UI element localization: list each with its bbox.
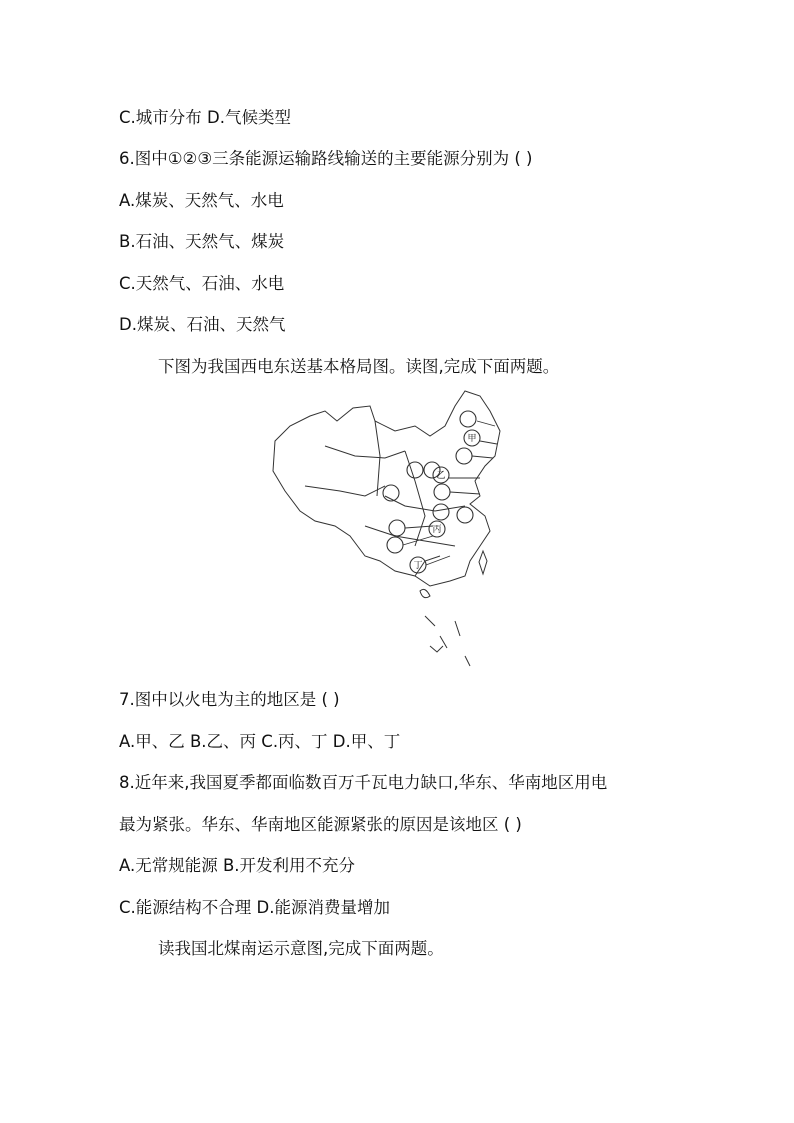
question-8-line1: 8.近年来,我国夏季都面临数百万千瓦电力缺口,华东、华南地区用电 bbox=[119, 773, 608, 792]
q7-options: A.甲、乙 B.乙、丙 C.丙、丁 D.甲、丁 bbox=[119, 732, 401, 751]
station-circle bbox=[456, 448, 472, 464]
china-power-map bbox=[265, 386, 525, 680]
q6-option-d: D.煤炭、石油、天然气 bbox=[119, 315, 286, 334]
question-6: 6.图中①②③三条能源运输路线输送的主要能源分别为 ( ) bbox=[119, 149, 533, 168]
q6-option-a: A.煤炭、天然气、水电 bbox=[119, 191, 284, 210]
station-circle bbox=[389, 520, 405, 536]
question-8-line2: 最为紧张。华东、华南地区能源紧张的原因是该地区 ( ) bbox=[119, 815, 522, 834]
station-circle bbox=[407, 462, 423, 478]
map-label-jia: 甲 bbox=[467, 434, 477, 444]
map-figure bbox=[265, 386, 525, 680]
q8-options-ab: A.无常规能源 B.开发利用不充分 bbox=[119, 856, 356, 875]
station-circle bbox=[387, 537, 403, 553]
q6-option-c: C.天然气、石油、水电 bbox=[119, 274, 285, 293]
station-circle bbox=[457, 507, 473, 523]
station-circle bbox=[434, 484, 450, 500]
map-label-ding: 丁 bbox=[413, 561, 423, 571]
station-circle bbox=[460, 411, 476, 427]
question-7: 7.图中以火电为主的地区是 ( ) bbox=[119, 690, 340, 709]
map-label-bing: 丙 bbox=[432, 525, 442, 535]
intro-north-coal-south: 读我国北煤南运示意图,完成下面两题。 bbox=[158, 939, 444, 958]
q6-option-b: B.石油、天然气、煤炭 bbox=[119, 232, 285, 251]
station-circle bbox=[433, 504, 449, 520]
intro-west-east-power: 下图为我国西电东送基本格局图。读图,完成下面两题。 bbox=[158, 357, 560, 376]
q8-options-cd: C.能源结构不合理 D.能源消费量增加 bbox=[119, 898, 390, 917]
map-label-yi: 乙 bbox=[436, 471, 446, 481]
option-line-c-d: C.城市分布 D.气候类型 bbox=[119, 108, 291, 127]
